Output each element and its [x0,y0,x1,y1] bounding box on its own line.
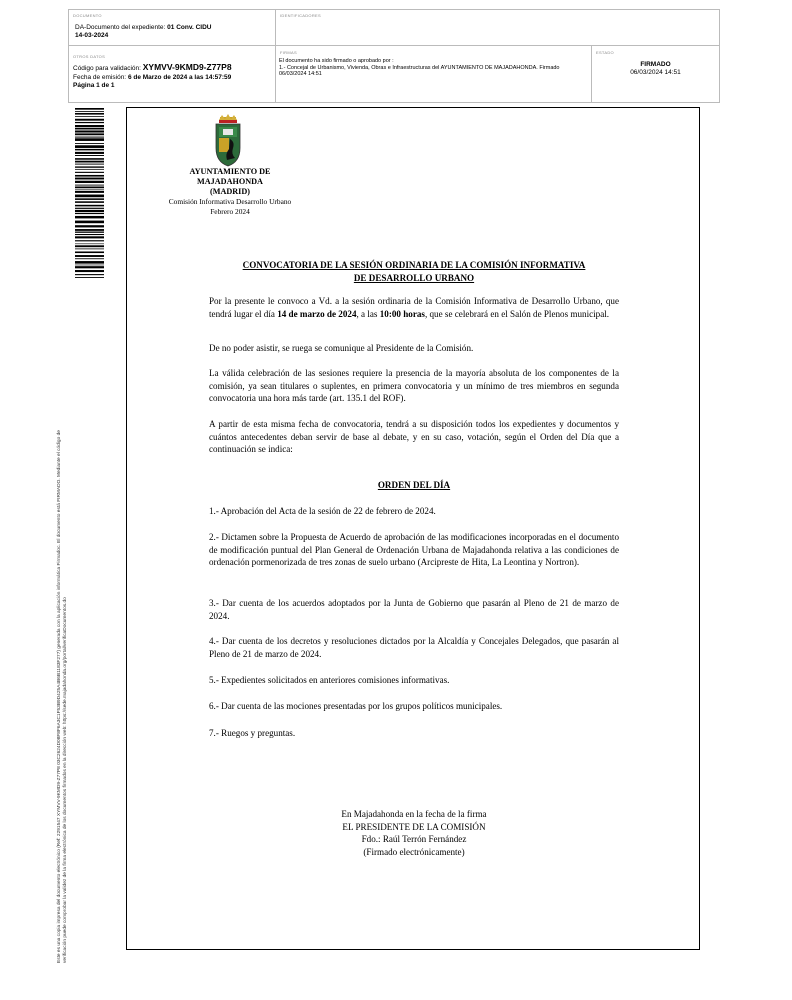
firmas-cell [276,46,592,102]
documento-prefix: DA-Documento del expediente: [75,24,166,31]
side-text-line2: verificación puede comprobar la validez de la firma electrónica de los documentos firmados en la dirección web: https://sede.majadahonda.org/portal/verificaDocumentos.do [63,597,68,963]
disposicion-paragraph: A partir de esta misma fecha de convocatoria, tendrá a su disposición todos los expedientes y documentos y cuántos antecedentes deban servir de base al debate, y en su caso, votación, según el Orden del Día que a continuación se indica: [209,419,619,454]
estado-label: ESTADO [596,50,614,55]
letterhead-line4: Comisión Informativa Desarrollo Urbano [168,197,292,206]
verification-side-text [57,313,69,963]
coat-of-arms-icon [213,114,243,168]
agenda-item-7: 7.- Ruegos y preguntas. [209,728,296,738]
identificadores-cell [276,10,719,46]
documento-label: DOCUMENTO [73,13,102,18]
agenda-item-4: 4.- Dar cuenta de los decretos y resoluciones dictados por la Alcaldía y Concejales Delegados, que pasarán al Pleno de 21 de marzo de 2024. [209,636,619,659]
agenda-item-1: 1.- Aprobación del Acta de la sesión de 22 de febrero de 2024. [209,506,436,516]
session-date: 14 de marzo de 2024 [277,308,357,319]
letterhead-line1: AYUNTAMIENTO DE [189,167,271,176]
letterhead-line5: Febrero 2024 [210,206,250,216]
letterhead-line2: MAJADAHONDA [197,177,263,186]
document-title-line2: DE DESARROLLO URBANO [353,272,475,283]
signature-line2: EL PRESIDENTE DE LA COMISIÓN [342,821,486,832]
agenda-item-3: 3.- Dar cuenta de los acuerdos adoptados por la Junta de Gobierno que pasarán al Pleno de 21 de marzo de 2024. [209,598,619,621]
document-title-line1: CONVOCATORIA DE LA SESIÓN ORDINARIA DE LA COMISIÓN INFORMATIVA [242,260,586,270]
otros-datos-label: OTROS DATOS [73,54,106,59]
intro-paragraph [209,295,619,320]
estado-value: FIRMADO [640,61,671,68]
signature-header-table [68,9,720,103]
letterhead-line3: (MADRID) [209,187,251,196]
signature-line1: En Majadahonda en la fecha de la firma [341,809,487,819]
codigo-validacion[interactable]: XYMVV-9KMD9-Z77P8 [142,62,232,72]
barcode-graphic [75,108,104,278]
document-title [209,259,619,284]
agenda-item-5: 5.- Expedientes solicitados en anteriores comisiones informativas. [209,675,450,685]
no-asistir-paragraph: De no poder asistir, se ruega se comunique al Presidente de la Comisión. [209,343,474,353]
firmas-signer: 1.- Concejal de Urbanismo, Vivienda, Obras e Infraestructuras del AYUNTAMIENTO DE MAJADAHONDA. Firmado 06/03/2024 14:51 [279,64,560,77]
side-text-line1: Este es una copia impresa del documento electrónico (Ref: 2291547 XYMVV-9KMD9-Z77P8 03C2624D08F8F6A3C1F53B9D425A4B6B1183F277) generada con la aplicación informática Firmadoc. El documento está FIRMADO. Mediante el código de [57,430,62,963]
orden-del-dia-title: ORDEN DEL DÍA [377,480,451,490]
estado-date: 06/03/2024 14:51 [630,69,681,76]
pagina-info: Página 1 de 1 [73,82,115,89]
agenda-item-6: 6.- Dar cuenta de las mociones presentadas por los grupos políticos municipales. [209,701,503,711]
intro-text-3: , que se celebrará en el Salón de Plenos municipal. [424,308,610,319]
estado-cell [592,46,719,102]
identificadores-label: IDENTIFICADORES [280,13,321,18]
letterhead [155,167,305,216]
agenda-item-2: 2.- Dictamen sobre la Propuesta de Acuerdo de aprobación de las modificaciones incorporadas en el documento de modificación puntual del Plan General de Ordenación Urbana de Majadahonda relativa a las condiciones de ordenación pormenorizada de tres zonas de suelo urbano (Arcipreste de Hita, La Leontina y Nortron). [209,532,619,567]
signature-block [209,808,619,858]
firmas-intro: El documento ha sido firmado o aprobado por : [279,58,394,64]
codigo-prefix: Código para validación: [73,65,141,72]
intro-text-2: , a las [356,308,380,319]
intro-text-1: Por la presente le convoco a Vd. a la sesión ordinaria de la Comisión Informativa de Desarrollo Urbano, que tendrá lugar el día [209,296,619,319]
signature-line3: Fdo.: Raúl Terrón Fernández [361,834,467,844]
otros-datos-cell [69,46,276,102]
fecha-emision: 6 de Marzo de 2024 a las 14:57:59 [127,73,232,81]
validez-paragraph: La válida celebración de las sesiones requiere la presencia de la mayoría absoluta de los componentes de la comisión, ya sean titulares o suplentes, en primera convocatoria y un mínimo de tres miembros en segunda convocatoria una hora más tarde (art. 135.1 del ROF). [209,368,619,403]
documento-cell [69,10,276,46]
signature-line4: (Firmado electrónicamente) [363,846,465,857]
document-page [126,107,700,950]
documento-date: 14-03-2024 [75,32,109,39]
fecha-prefix: Fecha de emisión: [73,73,127,81]
firmas-label: FIRMAS [280,50,297,55]
documento-name: 01 Conv. CIDU [167,24,212,31]
session-time: 10:00 horas [379,308,425,319]
